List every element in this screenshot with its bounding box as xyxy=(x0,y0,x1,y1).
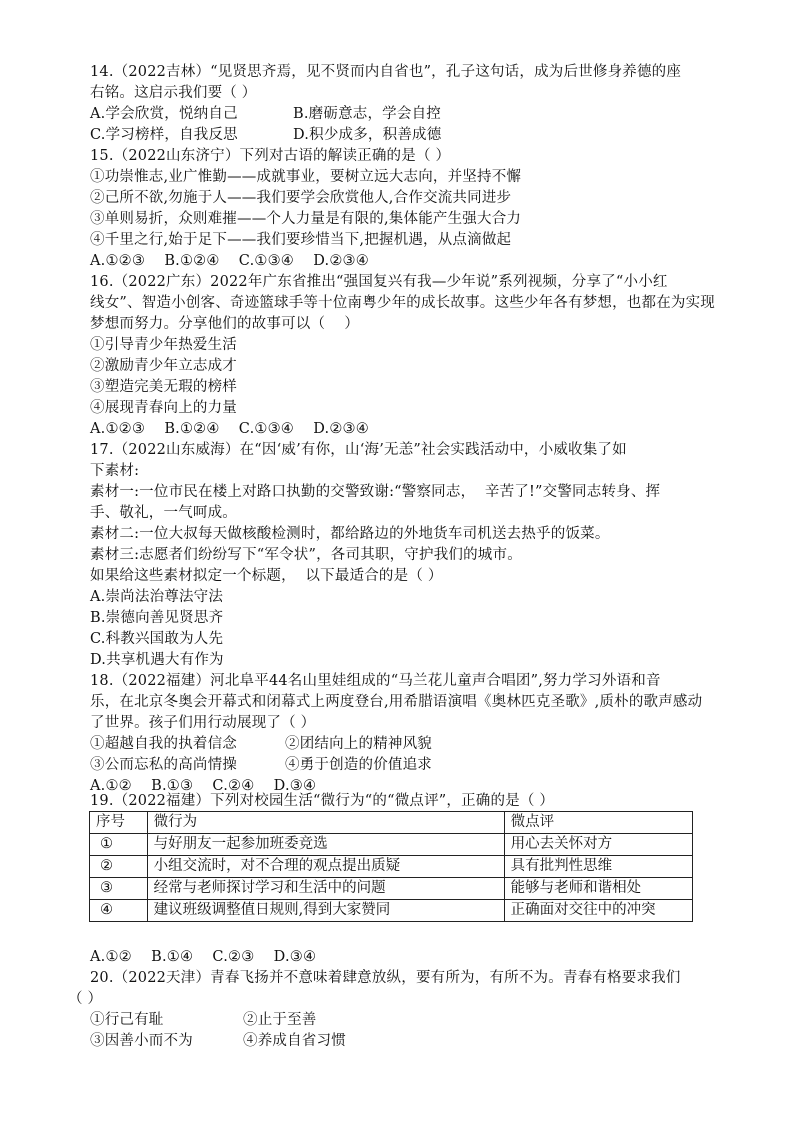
table-header-row xyxy=(90,812,693,834)
table-cell: 小组交流时，对不合理的观点提出质疑 xyxy=(147,856,504,878)
q15-item-1: ①功崇惟志,业广惟勤——成就事业，要树立远大志向，并坚持不懈 xyxy=(90,169,522,185)
table-row xyxy=(90,856,693,878)
q18-stem-line2: 乐，在北京冬奥会开幕式和闭幕式上两度登台,用希腊语演唱《奥林匹克圣歌》,质朴的歌声感动 xyxy=(90,694,703,710)
q16-stem-line3: 梦想而努力。分享他们的故事可以（ ） xyxy=(90,316,360,332)
q16-item-1: ①引导青少年热爱生活 xyxy=(90,337,237,353)
q19-options: A.①② B.①④ C.②③ D.③④ xyxy=(90,949,317,965)
table-cell: ③ xyxy=(90,878,148,900)
table-cell: ② xyxy=(90,856,148,878)
q16-options: A.①②③ B.①②④ C.①③④ D.②③④ xyxy=(90,421,369,437)
table-cell: 正确面对交往中的冲突 xyxy=(504,900,692,922)
q19-stem: 19.（2022福建）下列对校园生活“微行为“的“微点评”，正确的是（ ） xyxy=(90,793,555,809)
q14-option-a: A.学会欣赏，悦纳自己 xyxy=(90,106,238,122)
q17-question: 如果给这些素材拟定一个标题， 以下最适合的是（ ） xyxy=(90,568,443,584)
q17-material-1-line2: 手、敬礼，一气呵成。 xyxy=(90,505,237,521)
q16-item-4: ④展现青春向上的力量 xyxy=(90,400,237,416)
table-row xyxy=(90,834,693,856)
q17-material-1-line1: 素材一:一位市民在楼上对路口执勤的交警致谢:“警察同志， 辛苦了!”交警同志转身、挥 xyxy=(90,484,661,500)
table-header-cell: 序号 xyxy=(90,812,148,834)
q16-item-2: ②激励青少年立志成才 xyxy=(90,358,237,374)
q15-options: A.①②③ B.①②④ C.①③④ D.②③④ xyxy=(90,253,369,269)
q17-option-b: B.崇德向善见贤思齐 xyxy=(90,610,224,626)
table-row xyxy=(90,900,693,922)
q16-stem-line1: 16.（2022广东）2022年广东省推出“强国复兴有我—少年说”系列视频，分享了“小小红 xyxy=(90,274,668,290)
q18-stem-line1: 18.（2022福建）河北阜平44名山里娃组成的“马兰花儿童声合唱团”,努力学习外语和音 xyxy=(90,673,661,689)
table-cell: 经常与老师探讨学习和生活中的问题 xyxy=(147,878,504,900)
table-cell: 与好朋友一起参加班委竞选 xyxy=(147,834,504,856)
q18-item-1: ①超越自我的执着信念 xyxy=(90,736,237,752)
q20-item-1: ①行己有耻 xyxy=(90,1012,164,1028)
table-cell: 用心去关怀对方 xyxy=(504,834,692,856)
q18-item-2: ②团结向上的精神风貌 xyxy=(285,736,432,752)
q15-item-4: ④千里之行,始于足下——我们要珍惜当下,把握机遇，从点滴做起 xyxy=(90,232,512,248)
q18-item-3: ③公而忘私的高尚情操 xyxy=(90,757,237,773)
table-cell: 具有批判性思维 xyxy=(504,856,692,878)
q14-stem-line1: 14.（2022吉林）“见贤思齐焉，见不贤而内自省也”，孔子这句话，成为后世修身养德的座 xyxy=(90,64,682,80)
q20-item-4: ④养成自省习惯 xyxy=(243,1033,346,1049)
table-cell: 建议班级调整值日规则,得到大家赞同 xyxy=(147,900,504,922)
q15-stem: 15.（2022山东济宁）下列对古语的解读正确的是（ ） xyxy=(90,148,451,164)
q14-stem-line2: 右铭。这启示我们要（ ） xyxy=(90,85,257,101)
q17-option-c: C.科教兴国敢为人先 xyxy=(90,631,224,647)
q17-material-3: 素材三:志愿者们纷纷写下“军令状”，各司其职，守护我们的城市。 xyxy=(90,547,522,563)
q18-stem-line3: 了世界。孩子们用行动展现了（ ） xyxy=(90,715,316,731)
q17-material-2: 素材二:一位大叔每天做核酸检测时，都给路边的外地货车司机送去热乎的饭菜。 xyxy=(90,526,610,542)
table-header-cell: 微行为 xyxy=(147,812,504,834)
q16-item-3: ③塑造完美无瑕的榜样 xyxy=(90,379,237,395)
q14-option-d: D.积少成多，积善成德 xyxy=(293,127,442,143)
q14-option-c: C.学习榜样，自我反思 xyxy=(90,127,238,143)
q20-item-3: ③因善小而不为 xyxy=(90,1033,193,1049)
q20-stem-line1: 20.（2022天津）青春飞扬并不意味着肆意放纵，要有所为，有所不为。青春有格要求我们 xyxy=(90,970,681,986)
q18-options: A.①② B.①③ C.②④ D.③④ xyxy=(90,778,317,794)
q17-stem-line1: 17.（2022山东威海）在“因‘威’有你，山‘海’无恙”社会实践活动中，小威收集了如 xyxy=(90,442,627,458)
q18-item-4: ④勇于创造的价值追求 xyxy=(285,757,432,773)
q17-option-a: A.崇尚法治尊法守法 xyxy=(90,589,224,605)
q19-table xyxy=(89,811,693,922)
table-cell: ① xyxy=(90,834,148,856)
q20-stem-line2: （ ） xyxy=(68,991,103,1007)
q14-option-b: B.磨砺意志，学会自控 xyxy=(293,106,441,122)
table-cell: ④ xyxy=(90,900,148,922)
table-header-cell: 微点评 xyxy=(504,812,692,834)
q17-stem-line2: 下素材: xyxy=(90,463,140,479)
q20-item-2: ②止于至善 xyxy=(243,1012,317,1028)
table-cell: 能够与老师和谐相处 xyxy=(504,878,692,900)
table-row xyxy=(90,878,693,900)
q17-option-d: D.共享机遇大有作为 xyxy=(90,652,224,668)
q15-item-2: ②己所不欲,勿施于人——我们要学会欣赏他人,合作交流共同进步 xyxy=(90,190,512,206)
q16-stem-line2: 线女”、智造小创客、奇迹篮球手等十位南粤少年的成长故事。这些少年各有梦想，也都在为实现 xyxy=(90,295,716,311)
q15-item-3: ③单则易折，众则难摧——个人力量是有限的,集体能产生强大合力 xyxy=(90,211,522,227)
